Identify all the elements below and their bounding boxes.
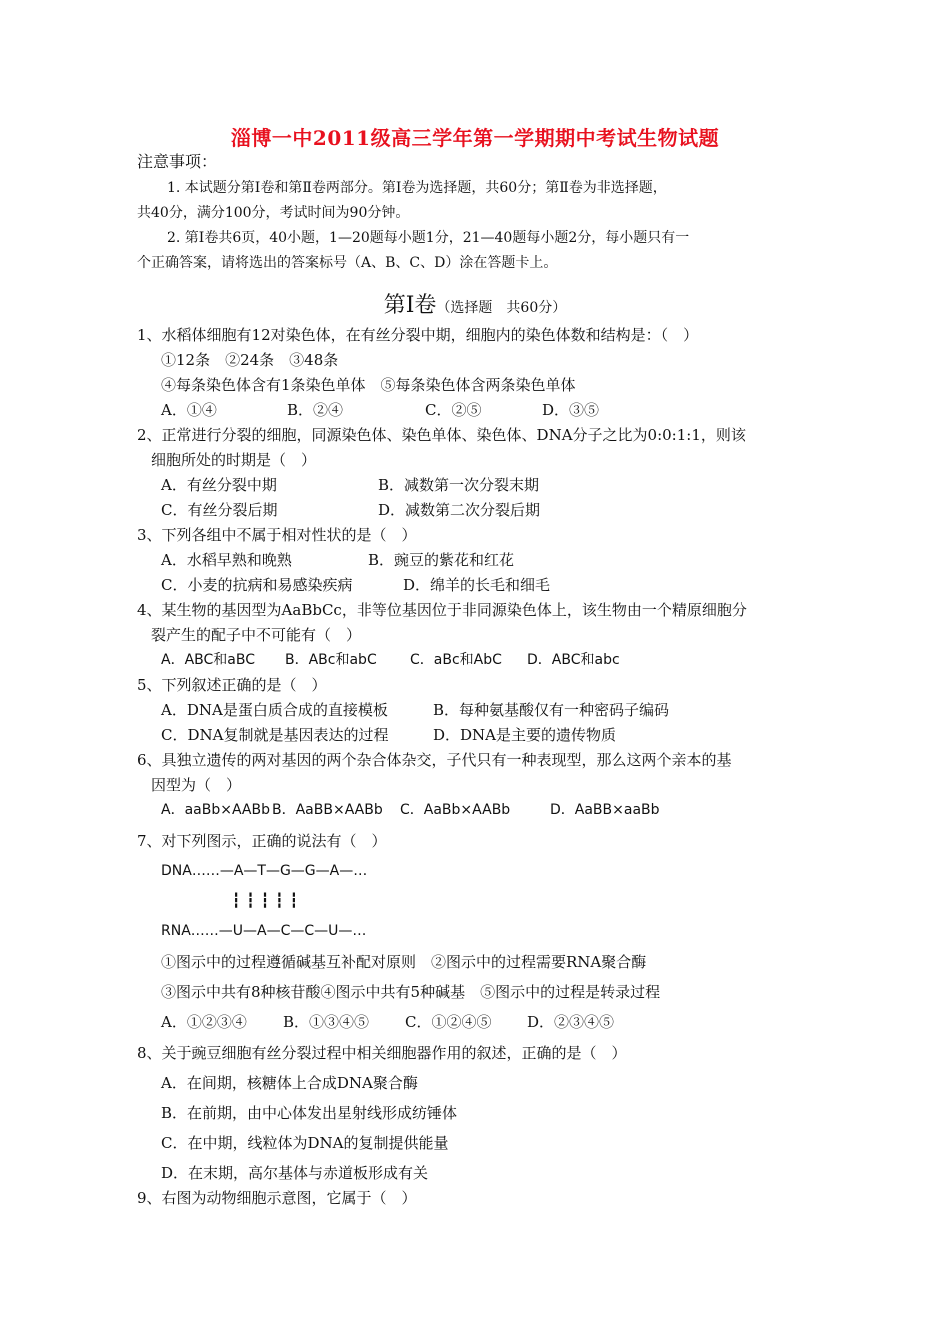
q3-option-c: C．小麦的抗病和易感染疾病 (161, 576, 353, 594)
q7-statements-1: ①图示中的过程遵循碱基互补配对原则 ②图示中的过程需要RNA聚合酶 (161, 953, 647, 971)
q5-option-b: B．每种氨基酸仅有一种密码子编码 (433, 701, 670, 719)
q7-option-d: D．②③④⑤ (527, 1013, 615, 1031)
q5-option-d: D．DNA是主要的遗传物质 (433, 726, 617, 744)
q7-option-b: B．①③④⑤ (283, 1013, 370, 1031)
q3-stem: 3、下列各组中不属于相对性状的是（ ） (137, 526, 417, 544)
q5-option-a: A．DNA是蛋白质合成的直接模板 (161, 701, 388, 719)
volume-subtitle: （选择题 共60分） (436, 300, 567, 316)
q4-option-b: B．ABc和abC (285, 652, 377, 668)
q3-option-b: B．豌豆的紫花和红花 (368, 551, 515, 569)
q7-option-c: C．①②④⑤ (405, 1013, 492, 1031)
q2-stem-1: 2、正常进行分裂的细胞，同源染色体、染色单体、染色体、DNA分子之比为0:0:1:1，则该 (137, 426, 746, 444)
q1-option-b: B．②④ (287, 401, 344, 419)
q4-stem-2: 裂产生的配子中不可能有（ ） (151, 626, 362, 644)
q7-hydrogen-bonds: ┇┇┇┇┇ (232, 893, 305, 909)
q5-stem: 5、下列叙述正确的是（ ） (137, 676, 327, 694)
q4-option-d: D．ABC和abc (527, 652, 620, 668)
q6-stem-1: 6、具独立遗传的两对基因的两个杂合体杂交，子代只有一种表现型，那么这两个亲本的基 (137, 751, 732, 769)
note-1-line-2: 共40分，满分100分，考试时间为90分钟。 (137, 205, 410, 221)
q6-option-d: D．AaBB×aaBb (550, 802, 660, 818)
volume-heading (0, 288, 950, 319)
q8-stem: 8、关于豌豆细胞有丝分裂过程中相关细胞器作用的叙述，正确的是（ ） (137, 1044, 627, 1062)
volume-label: 第Ⅰ卷 (383, 293, 437, 318)
q1-items-1: ①12条 ②24条 ③48条 (161, 351, 339, 369)
q7-rna-strand: RNA……—U—A—C—C—U—… (161, 923, 367, 939)
notes-heading: 注意事项： (137, 152, 218, 171)
q2-option-c: C．有丝分裂后期 (161, 501, 278, 519)
note-2-line-2: 个正确答案，请将选出的答案标号（A、B、C、D）涂在答题卡上。 (137, 255, 558, 271)
q7-option-a: A．①②③④ (161, 1013, 247, 1031)
q7-stem: 7、对下列图示，正确的说法有（ ） (137, 832, 387, 850)
q2-stem-2: 细胞所处的时期是（ ） (151, 451, 317, 469)
q5-option-c: C．DNA复制就是基因表达的过程 (161, 726, 389, 744)
q1-stem: 1、水稻体细胞有12对染色体，在有丝分裂中期，细胞内的染色体数和结构是：（ ） (137, 326, 699, 344)
q8-option-a: A．在间期，核糖体上合成DNA聚合酶 (161, 1074, 418, 1092)
note-2-line-1: 2. 第Ⅰ卷共6页，40小题，1—20题每小题1分，21—40题每小题2分，每小题只有一 (167, 230, 690, 246)
q1-items-2: ④每条染色体含有1条染色单体 ⑤每条染色体含两条染色单体 (161, 376, 576, 394)
q4-option-c: C．aBc和AbC (410, 652, 502, 668)
q6-option-a: A．aaBb×AABb (161, 802, 270, 818)
q2-option-d: D．减数第二次分裂后期 (378, 501, 541, 519)
q8-option-b: B．在前期，由中心体发出星射线形成纺锤体 (161, 1104, 458, 1122)
q3-option-a: A．水稻早熟和晚熟 (161, 551, 292, 569)
q6-option-c: C．AaBb×AABb (400, 802, 511, 818)
q4-option-a: A．ABC和aBC (161, 652, 256, 668)
q8-option-d: D．在末期，高尔基体与赤道板形成有关 (161, 1164, 429, 1182)
exam-title: 淄博一中2011级高三学年第一学期期中考试生物试题 (230, 126, 720, 150)
q9-stem: 9、右图为动物细胞示意图，它属于（ ） (137, 1189, 417, 1207)
q2-option-b: B．减数第一次分裂末期 (378, 476, 540, 494)
q3-option-d: D．绵羊的长毛和细毛 (403, 576, 551, 594)
q1-option-d: D．③⑤ (542, 401, 600, 419)
q1-option-a: A．①④ (161, 401, 217, 419)
q7-dna-strand: DNA……—A—T—G—G—A—… (161, 863, 368, 879)
q6-stem-2: 因型为（ ） (151, 776, 242, 794)
q8-option-c: C．在中期，线粒体为DNA的复制提供能量 (161, 1134, 449, 1152)
note-1-line-1: 1. 本试题分第Ⅰ卷和第Ⅱ卷两部分。第Ⅰ卷为选择题，共60分；第Ⅱ卷为非选择题， (167, 180, 667, 196)
q4-stem-1: 4、某生物的基因型为AaBbCc，非等位基因位于非同源染色体上，该生物由一个精原细胞分 (137, 601, 747, 619)
q2-option-a: A．有丝分裂中期 (161, 476, 277, 494)
q1-option-c: C．②⑤ (425, 401, 482, 419)
q6-option-b: B．AaBB×AABb (272, 802, 383, 818)
q7-statements-2: ③图示中共有8种核苷酸④图示中共有5种碱基 ⑤图示中的过程是转录过程 (161, 983, 661, 1001)
